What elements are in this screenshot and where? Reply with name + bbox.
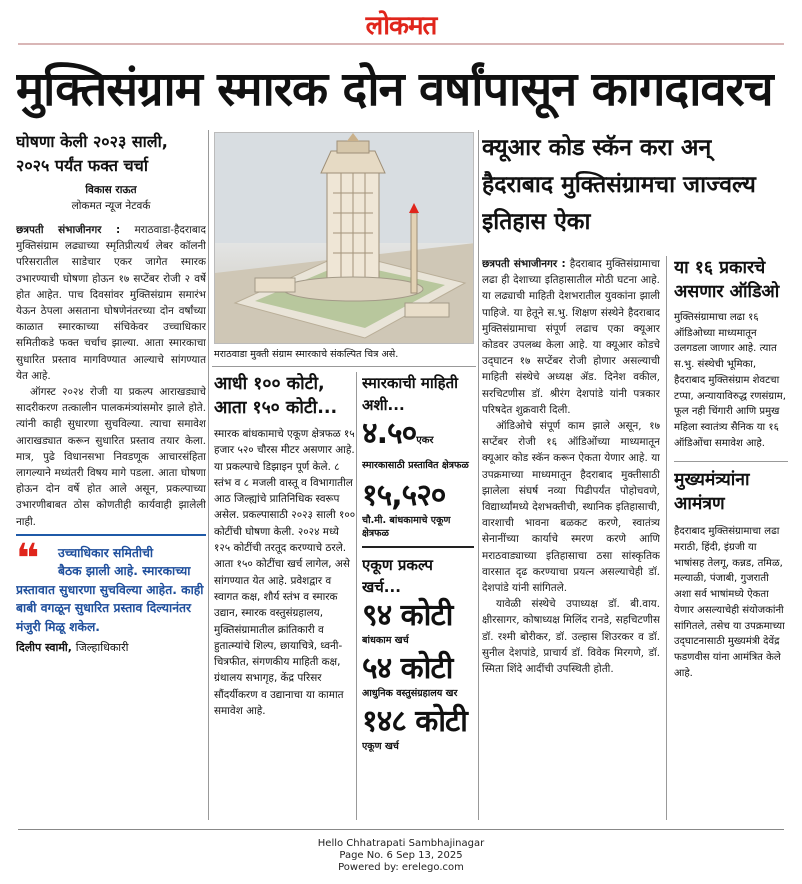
caption-divider [212, 366, 476, 367]
sidebar-body-invite: हैदराबाद मुक्तिसंग्रामाचा लढा मराठी, हिंदी, इंग्रजी या भाषांसह तेलगू, कन्नड, तमिळ, मल्याळी, पंजाबी, गुजराती अशा सर्व भाषांमध्ये ऐकता येणार असल्याचेही संयोजकांनी सांगितले, तसेच या उपक्रमाच्या उद्‌घाटनासाठी मुख्यमंत्री देवेंद्र फडणवीस यांना आमंत्रित केले आहे. [674, 526, 785, 679]
quote-icon: ❝ [16, 535, 40, 582]
author-name: विकास राऊत [85, 184, 137, 196]
sidebar-heading-invite: मुख्यमंत्र्यांना आमंत्रण [674, 470, 750, 515]
right-paragraph-1-text: हैदराबाद मुक्तिसंग्रामाचा लढा ही देशाच्या इतिहासातील मोठी घटना आहे. या लढ्याची माहिती देशभरातील युवकांना झाली पाहिजे. या हेतूने स.भु. शिक्षण संस्थेने हैदराबाद मुक्तिसंग्रामाचा संपूर्ण लढाच एका क्यूआर कोडवर उपलब्ध केला आहे. या क्यूआर कोडचे उद्‌घाटन १७ सप्टेंबर रोजी होणार असल्याची माहिती संस्थेचे अध्यक्ष ॲड. दिनेश वकील, सरचिटणीस डॉ. श्रीरंग देशपांडे यांनी पत्रकार परिषदेत शुक्रवारी दिली. [482, 258, 660, 416]
column-divider-3 [478, 130, 479, 820]
right-heading: क्यूआर कोड स्कॅन करा अन् हैदराबाद मुक्तिसंग्रामचा जाज्वल्य इतिहास ऐका [482, 135, 756, 235]
image-caption: मराठवाडा मुक्ती संग्राम स्मारकाचे संकल्पित चित्र असे. [214, 349, 399, 360]
column-divider-2 [356, 372, 357, 820]
quote-rest: बैठक झाली आहे. स्मारकाच्या प्रस्तावात सुधारणा सुचविल्या आहेत. काही बाबी वगळून सुधारित प्रस्ताव दिल्यानंतर मंजुरी मिळू शकेल. [16, 564, 204, 634]
quote-author-name: दिलीप स्वामी, [16, 641, 72, 655]
built-area-label: चौ.मी. बांधकामाचे एकूण क्षेत्रफळ [362, 515, 451, 539]
footer-edition: Hello Chhatrapati Sambhajinagar [317, 838, 485, 849]
column-divider-4 [666, 256, 667, 820]
memorial-illustration [215, 133, 474, 344]
masthead [0, 0, 802, 44]
quote-author [16, 640, 206, 655]
quote-first-line: उच्चाधिकार समितीची [58, 545, 154, 560]
right-paragraph-1 [482, 256, 660, 418]
left-paragraph-2: ऑगस्ट २०२४ रोजी या प्रकल्प आराखड्याचे सादरीकरण तत्कालीन पालकमंत्र्यांसमोर झाले होते. त्यांनी काही सुधारणा सुचविल्या. त्याचा समावेश आराखड्यात करून सुधारित प्रस्ताव तयार केला. मात्र, पुढे विधानसभा निवडणूक आचारसंहिता लागल्याने मध्यंतरी विषय मागे पडला. आता घोषणा होऊन दोन वर्षे होत आले असून, प्रकल्पाच्या उभारणीबाबत ठोस कोणतीही कार्यवाही झालेली नाही. [16, 386, 206, 528]
sidebar-heading-audio: या १६ प्रकारचे असणार ऑडिओ [674, 258, 780, 302]
built-area-value: १५,५२० [362, 478, 446, 513]
agency-name: लोकमत न्यूज नेटवर्क [71, 200, 151, 212]
area-number: ४.५० [362, 416, 417, 451]
middle-heading: आधी १०० कोटी, आता १५० कोटी... [214, 374, 338, 418]
total-cost-value: १४८ कोटी [362, 704, 467, 739]
footer-divider [18, 829, 784, 830]
stats-divider [362, 546, 474, 548]
construction-cost-value: ९४ कोटी [362, 598, 453, 633]
masthead-divider [18, 43, 784, 45]
stats-column [362, 372, 474, 820]
dateline: छत्रपती संभाजीनगर : [16, 224, 121, 236]
column-divider-1 [208, 130, 209, 820]
area-label: स्मारकासाठी प्रस्तावित क्षेत्रफळ [362, 460, 469, 471]
sidebar-divider [674, 461, 788, 462]
byline [16, 182, 206, 214]
left-paragraph-1 [16, 222, 206, 384]
footer-powered-by[interactable]: Powered by: erelego.com [338, 862, 464, 873]
museum-cost-label: आधुनिक वस्तुसंग्रहालय खर [362, 688, 458, 699]
memorial-concept-image [214, 132, 474, 344]
museum-cost-value: ५४ कोटी [362, 651, 453, 686]
footer [0, 838, 802, 874]
construction-cost-label: बांधकाम खर्च [362, 635, 409, 646]
left-heading: घोषणा केली २०२३ साली, २०२५ पर्यंत फक्त चर्चा [16, 132, 168, 175]
sidebar-column [674, 256, 788, 820]
lokmat-logo[interactable]: लोकमत [365, 11, 437, 41]
middle-body: स्मारक बांधकामाचे एकूण क्षेत्रफळ १५ हजार ५२० चौरस मीटर असणार आहे. या प्रकल्पाचे डिझाइन पूर्ण केले. ८ स्तंभ व ८ मजली वास्तू व विभागातील आठ जिल्ह्यांचे प्रातिनिधिक स्वरूप असेल. प्रकल्पासाठी २०२३ साली १०० कोटींची घोषणा केली. २०२४ मध्ये १२५ कोटींची तरतूद करण्याचे ठरले. आता १५० कोटींचा खर्च लागेल, असे सांगण्यात येत आहे. प्रवेशद्वार व स्वागत कक्ष, शौर्य स्तंभ व स्मारक उद्यान, स्मारक वस्तुसंग्रहालय, मुक्तिसंग्रामातील क्रांतिकारी व हुतात्म्यांचे शिल्प, छायाचित्रे, ध्वनी-चित्रफीत, संगणकीय माहिती कक्ष, ग्रंथालय सभागृह, केंद्र परिसर सौंदर्यीकरण व उद्यानाचा या कामात समावेश आहे. [214, 428, 356, 718]
sidebar-body-audio: मुक्तिसंग्रामाचा लढा १६ ऑडिओच्या माध्यमातून उलगडला जाणार आहे. त्यात स.भु. संस्थेची भूमिका, हैदराबाद मुक्तिसंग्राम शेवटचा टप्पा, अन्यायाविरुद्ध रणसंग्राम, फूल नही चिंगारी आणि प्रमुख महिला स्वातंत्र्य सैनिक या १६ ऑडिओंचा समावेश आहे. [674, 312, 786, 449]
quote-author-role: जिल्हाधिकारी [75, 641, 129, 655]
footer-page-date: Page No. 6 Sep 13, 2025 [339, 850, 463, 861]
left-column [16, 130, 206, 820]
right-paragraph-3: यावेळी संस्थेचे उपाध्यक्ष डॉ. बी.वाय. क्षीरसागर, कोषाध्यक्ष मिलिंद रानडे, सहचिटणीस डॉ. रश्मी बोरीकर, डॉ. उल्हास शिउरकर व डॉ. सुनील देशपांडे, प्राचार्य डॉ. विवेक मिरगणे, डॉ. स्मिता शिंदे आदींची उपस्थिती होती. [482, 598, 660, 676]
area-value [362, 416, 474, 459]
right-story-column [482, 256, 660, 820]
total-cost-label: एकूण खर्च [362, 741, 399, 752]
quote-box [16, 534, 206, 656]
cost-heading: एकूण प्रकल्प खर्च... [362, 556, 433, 596]
right-paragraph-2: ऑडिओचे संपूर्ण काम झाले असून, १७ सप्टेंबर रोजी १६ ऑडिओंच्या माध्यमातून क्यूआर कोड स्कॅन करून ऐकता येणार आहे. या उपक्रमाच्या माध्यमातून हैदराबाद मुक्तीसाठी झालेला संघर्ष नव्या पिढीपर्यंत पोहोचवणे, विद्यार्थ्यांमध्ये देशभक्तीची, स्थानिक इतिहासाची, वारशाची भावना बळकट करणे, स्वातंत्र्य सेनानींच्या कार्याचे स्मरण करणे आणि मराठवाड्याच्या इतिहासाचा ठसा सांस्कृतिक वारसात दृढ करण्याचा प्रयत्न असल्याचेही डॉ. देशपांडे यांनी सांगितले. [482, 420, 660, 595]
middle-column [214, 372, 356, 820]
left-paragraph-1-text: मराठवाडा-हैदराबाद मुक्तिसंग्राम लढ्याच्या स्मृतिप्रीत्यर्थ लेबर कॉलनी परिसरातील साडेचार एकर जागेत स्मारक उभारण्याची घोषणा होऊन १७ सप्टेंबर रोजी २ वर्षे होत आहेत. पाच दिवसांवर मुक्तिसंग्राम समारंभ येऊन ठेपला असताना घोषणेनंतरच्या दोन वर्षांच्या काळात स्मारकाच्या संचिकेवर उच्चाधिकार समितीकडे फक्त चर्चाच झाल्या. आता स्मारकाचा सुधारित प्रस्ताव मागविण्यात आल्याचे सांगण्यात येत आहे. [16, 224, 206, 382]
right-dateline: छत्रपती संभाजीनगर : [482, 258, 566, 270]
page-headline: मुक्तिसंग्राम स्मारक दोन वर्षांपासून कागदावरच [16, 62, 773, 117]
stats-heading: स्मारकाची माहिती अशी... [362, 374, 459, 414]
area-unit: एकर [416, 435, 434, 446]
